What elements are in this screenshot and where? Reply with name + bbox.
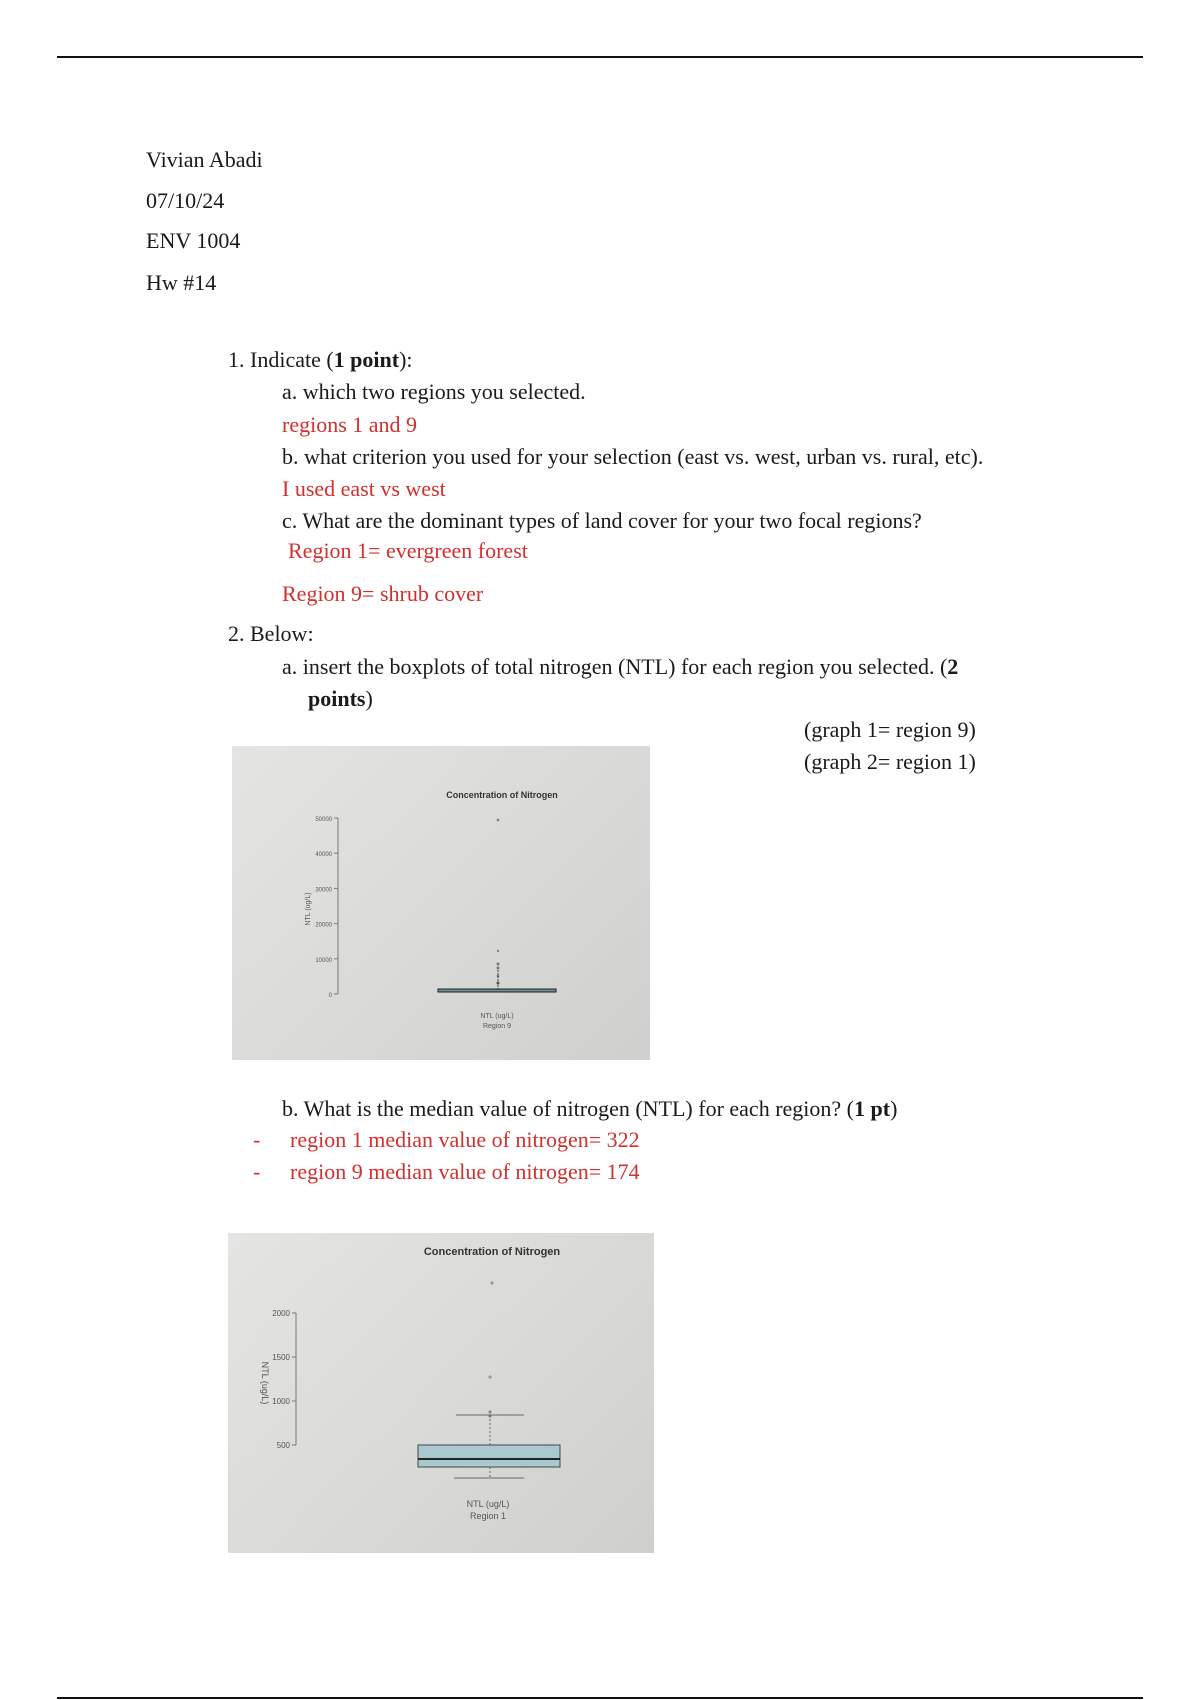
y-axis-tick-label: 0: [328, 993, 332, 999]
y-axis-tick-label: 2000: [272, 1309, 290, 1318]
y-axis-tick-label: 500: [276, 1441, 290, 1450]
plot1-box: [438, 989, 556, 992]
plot1-outlier: [497, 967, 500, 970]
plot1-outlier: [497, 950, 499, 952]
y-axis-tick-label: 20000: [315, 922, 332, 929]
question-2b: b. What is the median value of nitrogen (NTL) for each region? (1 pt): [282, 1096, 898, 1121]
plot1-title: Concentration of Nitrogen: [446, 790, 558, 800]
boxplot-photo-region-1: [228, 1233, 654, 1553]
plot2-region-label: Region 1: [469, 1511, 507, 1521]
question-1a: a. which two regions you selected.: [282, 379, 586, 404]
plot2-outlier: [488, 1410, 491, 1413]
plot1-x-label: NTL (ug/L): [480, 1013, 514, 1020]
graph-note-1: (graph 1= region 9): [804, 717, 976, 742]
bullet: -: [253, 1159, 261, 1184]
course: ENV 1004: [146, 228, 241, 253]
y-axis-tick-label: 30000: [315, 887, 332, 894]
date: 07/10/24: [146, 188, 225, 213]
plot2-y-label: NTL (ug/L): [260, 1361, 270, 1405]
y-axis-tick-label: 50000: [315, 817, 332, 823]
question-2a-continued: points): [308, 686, 373, 711]
y-axis-tick-label: 1000: [272, 1397, 290, 1406]
plot2-outlier: [490, 1281, 493, 1284]
plot1-y-label: NTL (ug/L): [305, 892, 312, 926]
answer-2b-region-1: region 1 median value of nitrogen= 322: [290, 1127, 640, 1152]
graph-note-2: (graph 2= region 1): [804, 749, 976, 774]
bullet: -: [253, 1127, 261, 1152]
answer-2b-region-9: region 9 median value of nitrogen= 174: [290, 1159, 640, 1184]
answer-1c-region-9: Region 9= shrub cover: [282, 581, 484, 606]
student-name: Vivian Abadi: [146, 147, 263, 172]
plot1-outlier: [497, 963, 500, 966]
y-axis-tick-label: 40000: [315, 852, 332, 859]
bottom-rule: [57, 1697, 1143, 1699]
assignment: Hw #14: [146, 270, 217, 295]
y-axis-tick-label: 1500: [272, 1353, 290, 1362]
boxplot-region-9-chart: [232, 746, 650, 1060]
answer-1a: regions 1 and 9: [282, 412, 418, 437]
plot2-x-label: NTL (ug/L): [466, 1499, 510, 1509]
question-1: 1. Indicate (1 point):: [228, 347, 413, 372]
question-2: 2. Below:: [228, 621, 314, 646]
answer-1b: I used east vs west: [282, 476, 446, 501]
plot2-box: [418, 1445, 560, 1467]
question-2a: a. insert the boxplots of total nitrogen (NTL) for each region you selected. (2: [282, 654, 959, 679]
plot2-title: Concentration of Nitrogen: [423, 1246, 561, 1258]
question-1c: c. What are the dominant types of land cover for your two focal regions?: [282, 508, 922, 533]
answer-1c-region-1: Region 1= evergreen forest: [288, 538, 528, 563]
boxplot-region-1-chart: [228, 1233, 654, 1553]
plot1-region-label: Region 9: [482, 1023, 512, 1030]
plot2-outlier: [488, 1375, 491, 1378]
boxplot-photo-region-9: [232, 746, 650, 1060]
top-rule: [57, 56, 1143, 58]
question-1b: b. what criterion you used for your selection (east vs. west, urban vs. rural, etc).: [282, 444, 984, 469]
y-axis-tick-label: 10000: [315, 957, 332, 964]
plot1-outlier: [497, 819, 500, 822]
